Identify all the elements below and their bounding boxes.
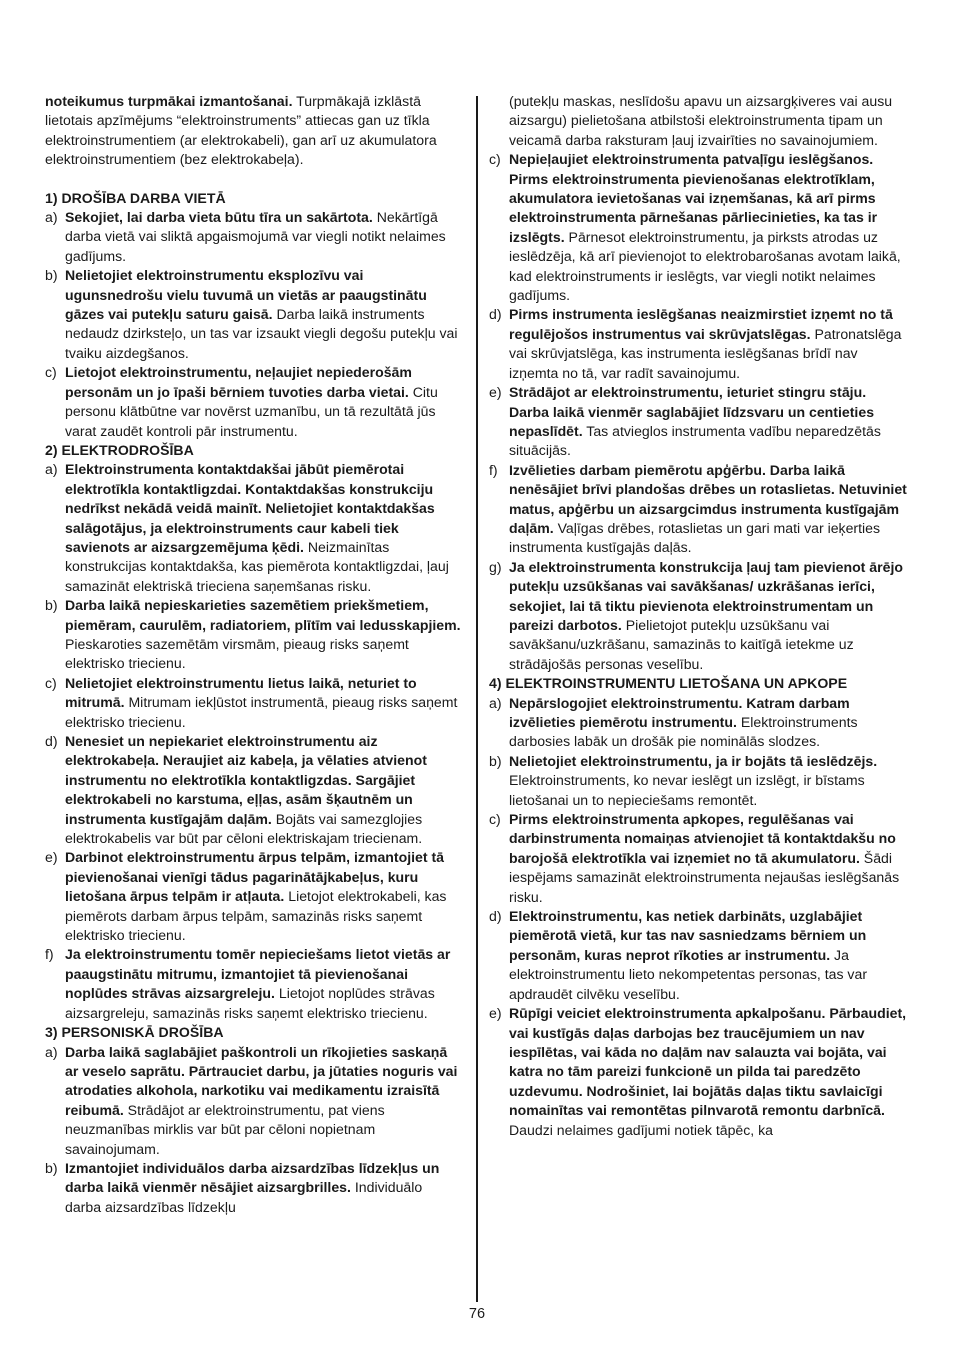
item-bold-text: Darba laikā nepieskarieties sazemētiem priekšmetiem, piemēram, caurulēm, radiatoriem, plītīm vai ledusskapjiem. <box>65 597 461 633</box>
item-regular-text: Nekārtīgā darba vietā vai sliktā apgaismojumā var viegli notikt nelaimes gadījums. <box>65 209 446 264</box>
item-regular-text: Citu personu klātbūtne var novērst uzmanību, un tā rezultātā jūs varat zaudēt kontroli pār instrumentu. <box>65 383 438 439</box>
list-item <box>489 150 909 305</box>
item-bold-text: Pirms elektroinstrumenta apkopes, regulēšanas vai darbinstrumenta nomaiņas atvienojiet tā kontaktdakšu no barojošā elektrotīkla vai izņemiet no tā akumulatoru. <box>509 811 896 866</box>
item-regular-text: Individuālo darba aizsardzības līdzekļu <box>65 1179 423 1215</box>
list-item <box>489 383 909 461</box>
item-label: a) <box>489 694 502 711</box>
item-bold-text: Strādājot ar elektroinstrumentu, ieturiet stingru stāju. Darba laikā vienmēr saglabājiet līdzsvaru un centieties nepaslīdēt. <box>509 384 875 439</box>
item-text <box>65 1043 461 1159</box>
item-text <box>65 596 461 674</box>
right-column <box>489 92 909 1140</box>
list-item <box>489 752 909 810</box>
list-item <box>45 363 461 441</box>
item-regular-text: Šādi iespējams samazināt elektroinstrumenta nejaušas ieslēgšanās risku. <box>509 849 900 905</box>
item-bold-text: Izmantojiet individuālos darba aizsardzības līdzekļus un darba laikā vienmēr nēsājiet aizsargbrilles. <box>65 1159 440 1196</box>
item-label: a) <box>45 461 58 478</box>
list-item <box>489 558 909 674</box>
section-heading: 4) ELEKTROINSTRUMENTU LIETOŠANA UN APKOPE <box>489 675 848 692</box>
list-item <box>45 674 461 732</box>
item-regular-text: Daudzi nelaimes gadījumi notiek tāpēc, ka <box>509 1121 774 1138</box>
item-regular-text: Ja elektroinstrumentu lieto nekompetentas personas, tas var apdraudēt cilvēku veselību. <box>509 946 868 1002</box>
item-label: c) <box>489 151 501 168</box>
section-heading: 3) PERSONISKĀ DROŠĪBA <box>45 1024 224 1041</box>
item-bold-text: Elektroinstrumentu, kas netiek darbināts, uzglabājiet piemērotā vietā, kur tas nav sasniedzams bērniem un personām, kuras neprot rīkoties ar instrumentu. <box>509 908 867 963</box>
item-regular-text: Vaļīgas drēbes, rotaslietas un gari mati var ieķerties instrumenta kustīgajās daļās. <box>509 519 881 556</box>
item-label: d) <box>489 306 502 323</box>
item-label: c) <box>45 674 57 691</box>
list-item <box>45 732 461 848</box>
list-item <box>45 460 461 596</box>
item-text <box>65 363 461 441</box>
item-text <box>509 383 909 461</box>
item-label: c) <box>45 364 57 381</box>
item-bold-text: Nelietojiet elektroinstrumentu eksplozīvu vai ugunsnedrošu vielu tuvumā un vietās ar paaugstinātu gāzes vai putekļu saturu gaisā. <box>65 267 427 323</box>
item-text <box>65 674 461 732</box>
item-text <box>509 461 909 558</box>
item-text <box>65 1159 461 1217</box>
item-text <box>509 694 909 752</box>
section-heading: 1) DROŠĪBA DARBA VIETĀ <box>45 189 226 206</box>
item-text <box>509 1004 909 1140</box>
item-text <box>509 752 909 810</box>
list-item <box>489 907 909 1004</box>
item-bold-text: Darbinot elektroinstrumentu ārpus telpām, izmantojiet tā pievienošanai vienīgi tādus pagarinātājkabeļus, kuru lietošana ārpus telpām ir atļauta. <box>65 849 445 905</box>
item-bold-text: Pirms instrumenta ieslēgšanas neaizmirstiet izņemt no tā regulējošos instrumentus vai skrūvjatslēgas. <box>509 306 893 342</box>
page-number: 76 <box>468 1306 486 1322</box>
item-regular-text: Lietojot elektrokabeli, kas piemērots darbam ārpus telpām, samazinās risks saņemt elektrisko triecienu. <box>65 888 447 944</box>
item-bold-text: Darba laikā saglabājiet paškontroli un rīkojieties saskaņā ar veselo saprātu. Pārtrauciet darbu, ja jūtaties noguris vai atrodaties alkohola, narkotiku vai medikamentu izraisītā reibumā. <box>65 1043 458 1118</box>
item-bold-text: Nelietojiet elektroinstrumentu lietus laikā, neturiet to mitrumā. <box>65 674 417 711</box>
list-item <box>45 848 461 945</box>
item-bold-text: Ja elektroinstrumentu tomēr nepieciešams lietot vietās ar paaugstinātu mitrumu, izmantojiet tā pievienošanai noplūdes strāvas aizsargreleju. <box>65 946 451 1002</box>
item-bold-text: Nepārslogojiet elektroinstrumentu. Katram darbam izvēlieties piemērotu instrumentu. <box>509 694 850 730</box>
item-bold-text: Rūpīgi veiciet elektroinstrumenta apkalpošanu. Pārbaudiet, vai kustīgās daļas darbojas bez traucējumiem un nav iespīlētas, vai kāda no daļām nav salauzta vai bojāta, vai katra no tām pareizi funkcionē un pilda tai paredzēto uzdevumu. Nodrošiniet, lai bojātās daļas tiktu savlaicīgi nomainītas vai remontētas pilnvarotā remontu darbnīcā. <box>509 1005 907 1119</box>
left-sections <box>45 189 461 1218</box>
item-bold-text: Sekojiet, lai darba vieta būtu tīra un sakārtota. <box>65 209 373 226</box>
item-regular-text: Mitrumam iekļūstot instrumentā, pieaug risks saņemt elektrisko triecienu. <box>65 694 458 730</box>
item-label: d) <box>489 908 502 925</box>
item-bold-text: Nenesiet un nepiekariet elektroinstrumentu aiz elektrokabeļa. Neraujiet aiz kabeļa, ja vēlaties atvienot instrumentu no elektrotīkla kontaktligzdas. Sargājiet elektrokabeli no karstuma, eļļas, asām šķautnēm un instrumenta kustīgajām daļām. <box>65 733 427 827</box>
item-regular-text: Elektroinstruments, ko nevar ieslēgt un izslēgt, ir bīstams lietošanai un to nepieciešams remontēt. <box>509 772 865 808</box>
right-items-group-1 <box>489 150 909 674</box>
item-label: a) <box>45 1043 58 1060</box>
item-text <box>509 810 909 907</box>
column-divider <box>476 96 478 1302</box>
list-item <box>45 1043 461 1159</box>
list-item <box>489 1004 909 1140</box>
right-items-group-2 <box>489 694 909 1140</box>
item-regular-text: Darba laikā instruments nedaudz dzirksteļo, un tas var izsaukt viegli degošu putekļu vai tvaiku aizdegšanos. <box>65 306 458 361</box>
list-item <box>489 461 909 558</box>
item-regular-text: Pieskaroties sazemētām virsmām, pieaug risks saņemt elektrisko triecienu. <box>65 635 409 672</box>
item-label: d) <box>45 733 58 749</box>
list-item <box>45 266 461 363</box>
item-label: f) <box>489 461 498 478</box>
item-bold-text: Ja elektroinstrumenta konstrukcija ļauj tam pievienot ārējo putekļu uzsūkšanas vai savākšanas/ uzkrāšanas ierīci, sekojiet, lai tā tiktu pievienota elektroinstrumentam un pareizi darbotos. <box>509 558 903 633</box>
list-item <box>45 945 461 1023</box>
item-regular-text: Tas atvieglos instrumenta vadību neparedzētās situācijās. <box>509 422 881 459</box>
intro-paragraph: noteikumus turpmākai izmantošanai. Turpmākajā izklāstā lietotais apzīmējums “elektroinstruments” attiecas gan uz tīkla elektroinstrumentiem (ar elektrokabeli), gan arī uz akumulatora elektroinstrumentiem (bez elektrokabeļa). <box>45 93 437 168</box>
item-text <box>65 460 461 596</box>
item-regular-text: Patronatslēga vai skrūvjatslēga, kas instrumenta ieslēgšanas brīdī nav izņemta no tā, var radīt savainojumu. <box>509 325 902 381</box>
list-item <box>45 596 461 674</box>
section-heading: 2) ELEKTRODROŠĪBA <box>45 441 194 458</box>
item-label: b) <box>45 597 58 614</box>
item-label: b) <box>489 752 502 769</box>
item-text <box>65 945 461 1023</box>
item-text <box>65 732 461 848</box>
item-label: e) <box>489 384 502 401</box>
item-label: c) <box>489 811 501 828</box>
continuation-paragraph: (putekļu maskas, neslīdošu apavu un aizsargķiveres vai ausu aizsargu) pielietošana atbilstoši elektroinstrumenta tipam un veicamā darba raksturam ļauj izvairīties no savainojumiem. <box>509 93 893 148</box>
item-regular-text: Pārnesot elektroinstrumentu, ja pirksts atrodas uz ieslēdzēja, kā arī pievienojot to elektrobarošanas avotam laikā, kad elektroinstruments ir ieslēgts, var viegli notikt nelaimes gadījums. <box>509 228 901 304</box>
item-bold-text: Lietojot elektroinstrumentu, neļaujiet nepiederošām personām un jo īpaši bērniem tuvoties darba vietai. <box>65 364 412 400</box>
item-text <box>65 848 461 945</box>
list-item <box>45 208 461 266</box>
list-item <box>489 694 909 752</box>
item-label: b) <box>45 1159 58 1176</box>
list-item <box>45 1159 461 1217</box>
item-text <box>65 266 461 363</box>
item-regular-text: Elektroinstruments darbosies labāk un drošāk pie nominālās slodzes. <box>509 714 858 750</box>
list-item <box>489 305 909 383</box>
item-regular-text: Bojāts vai samezglojies elektrokabelis var būt par cēloni elektriskajam triecienam. <box>65 810 423 847</box>
item-text <box>509 150 909 305</box>
item-bold-text: Nepieļaujiet elektroinstrumenta patvaļīgu ieslēgšanos. Pirms elektroinstrumenta pievienošanas elektrotīklam, akumulatora ievietošanas vai izņemšanas, kā arī pirms elektroinstrumenta pārnešanas pārliecinieties, ka tas ir izslēgts. <box>509 151 878 245</box>
item-label: a) <box>45 209 58 226</box>
item-label: f) <box>45 946 54 963</box>
item-text <box>509 558 909 674</box>
left-column <box>45 92 461 1217</box>
item-bold-text: Izvēlieties darbam piemērotu apģērbu. Darba laikā nenēsājiet brīvi plandošas drēbes un rotaslietas. Netuviniet matus, apģērbu un aizsargcimdus instrumenta kustīgajām daļām. <box>509 461 907 536</box>
item-label: g) <box>489 558 502 575</box>
item-label: e) <box>45 849 58 866</box>
item-text <box>65 208 461 266</box>
item-regular-text: Pielietojot putekļu uzsūkšanu vai savākšanu/uzkrāšanu, samazinās to kaitīgā ietekme uz strādājošās personas veselību. <box>509 616 854 672</box>
item-text <box>509 305 909 383</box>
item-bold-text: Elektroinstrumenta kontaktdakšai jābūt piemērotai elektrotīkla kontaktligzdai. Kontaktdakšas konstrukciju nedrīkst nekādā veidā mainīt. Nelietojiet kontaktdakšas salāgotājus, ja elektroinstruments caur kabeli tiek savienots ar aizsargzemējuma ķēdi. <box>65 461 435 555</box>
item-regular-text: Neizmainītas konstrukcijas kontaktdakša, kas piemērota kontaktligzdai, ļauj samazināt elektriskā trieciena saņemšanas risku. <box>65 538 449 594</box>
item-regular-text: Lietojot noplūdes strāvas aizsargreleju, samazinās risks saņemt elektrisko triecienu. <box>65 985 435 1021</box>
item-text <box>509 907 909 1004</box>
list-item <box>489 810 909 907</box>
item-bold-text: Nelietojiet elektroinstrumentu, ja ir bojāts tā ieslēdzējs. <box>509 752 878 769</box>
item-label: e) <box>489 1005 502 1022</box>
item-regular-text: Strādājot ar elektroinstrumentu, pat viens neuzmanības mirklis var būt par cēloni nopietnam savainojumam. <box>65 1101 385 1157</box>
item-label: b) <box>45 267 58 284</box>
